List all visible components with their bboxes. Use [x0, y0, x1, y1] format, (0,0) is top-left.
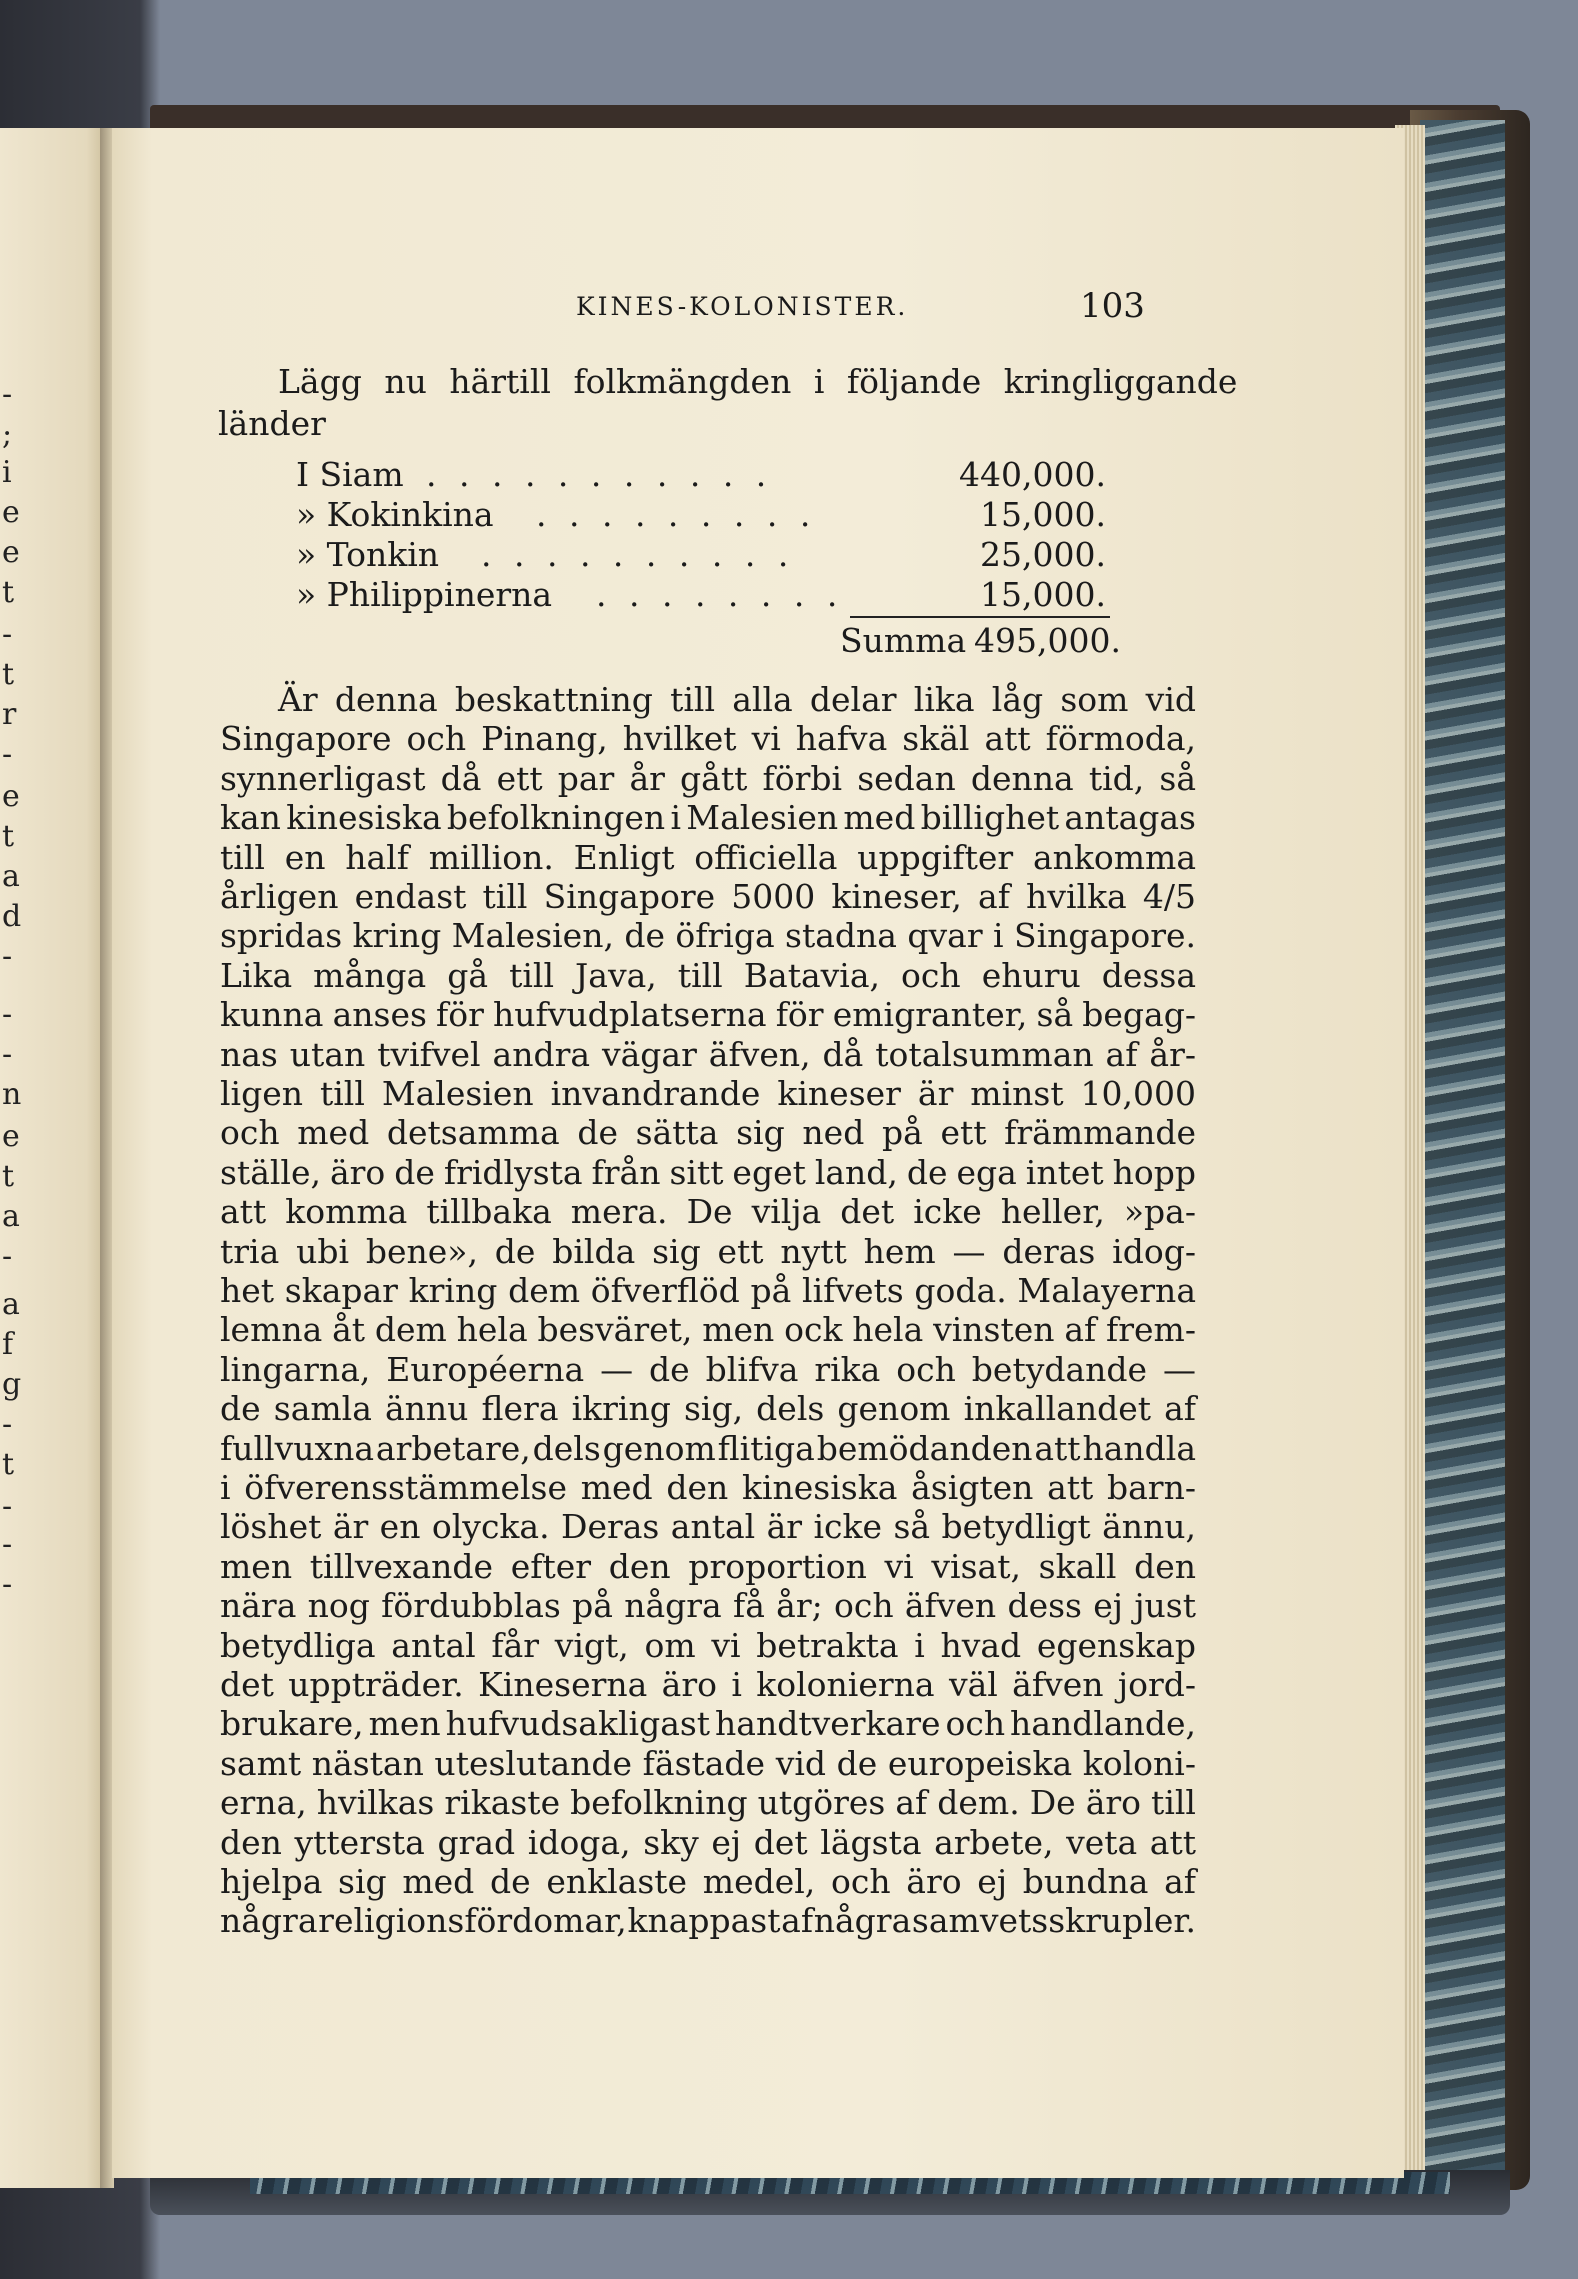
row-label: » Tonkin: [296, 535, 440, 574]
running-title: KINES-KOLONISTER.: [576, 292, 909, 321]
row-leader-dots: . . . . . . . . . .: [481, 535, 795, 574]
row-label: » Philippinerna: [296, 575, 553, 614]
sum-value: 495,000.: [974, 621, 1121, 660]
facing-page-char: -: [2, 939, 13, 974]
facing-page-char: -: [2, 617, 13, 652]
facing-page-char: -: [2, 1567, 13, 1602]
text-line: tria ubi bene», de bilda sig ett nytt hem — deras idog-: [220, 1231, 1196, 1271]
row-value: 440,000.: [959, 455, 1106, 494]
row-leader-dots: . . . . . . . . .: [536, 495, 817, 534]
facing-page-char: -: [2, 1407, 13, 1442]
text-line: lingarna, Européerna — de blifva rika och betydande —: [220, 1349, 1196, 1389]
facing-page-char: -: [2, 1527, 13, 1562]
facing-page-char: e: [2, 495, 20, 530]
facing-page-char: -: [2, 997, 13, 1032]
facing-page-char: e: [2, 779, 20, 814]
row-label: I Siam: [296, 455, 404, 494]
table-row: [296, 535, 1106, 575]
text-line: fullvuxna arbetare, dels genom flitiga bemödanden att handla: [220, 1428, 1196, 1468]
text-line: kunna anses för hufvudplatserna för emigranter, så begag-: [220, 995, 1196, 1035]
table-row: [296, 495, 1106, 535]
row-value: 25,000.: [980, 535, 1106, 574]
facing-page-char: t: [2, 1159, 15, 1194]
text-line: nära nog fördubblas på några få år; och äfven dess ej just: [220, 1586, 1196, 1626]
text-line: hjelpa sig med de enklaste medel, och äro ej bundna af: [220, 1862, 1196, 1901]
facing-page-margin-text: [0, 0, 20, 2279]
facing-page-char: -: [2, 1037, 13, 1072]
text-line: och med detsamma de sätta sig ned på ett främmande: [220, 1113, 1196, 1153]
facing-page-char: i: [2, 455, 12, 490]
facing-page-char: a: [2, 859, 20, 894]
facing-page-char: ;: [2, 417, 13, 452]
page-number: 103: [1080, 286, 1145, 326]
text-line: Är denna beskattning till alla delar lika låg som vid: [278, 680, 1196, 719]
text-line: den yttersta grad idoga, sky ej det lägsta arbete, veta att: [220, 1822, 1196, 1862]
row-value: 15,000.: [980, 495, 1106, 534]
text-line: löshet är en olycka. Deras antal är icke så betydligt ännu,: [220, 1507, 1196, 1547]
row-label: » Kokinkina: [296, 495, 494, 534]
facing-page-char: r: [2, 697, 17, 732]
text-line: ställe, äro de fridlysta från sitt eget land, de ega intet hopp: [220, 1152, 1196, 1192]
sum-rule: [850, 616, 1110, 618]
facing-page-char: a: [2, 1287, 20, 1322]
facing-page-char: t: [2, 657, 15, 692]
facing-page-char: d: [2, 899, 22, 934]
text-line: ligen till Malesien invandrande kineser är minst 10,000: [220, 1074, 1196, 1113]
facing-page-char: f: [2, 1327, 14, 1362]
text-line: Singapore och Pinang, hvilket vi hafva skäl att förmoda,: [220, 719, 1196, 759]
intro-line: länder: [218, 404, 326, 443]
facing-page-char: a: [2, 1199, 20, 1234]
facing-page-char: n: [2, 1077, 22, 1112]
marbled-cover-edge: [1420, 120, 1505, 2180]
facing-page-char: -: [2, 737, 13, 772]
text-line: spridas kring Malesien, de öfriga stadna qvar i Singapore.: [220, 916, 1196, 956]
text-line: kan kinesiska befolkningen i Malesien med billighet antagas: [220, 798, 1196, 838]
text-line: samt nästan uteslutande fästade vid de europeiska koloni-: [220, 1743, 1196, 1783]
facing-page-char: t: [2, 819, 15, 854]
facing-page-char: e: [2, 1119, 20, 1154]
row-leader-dots: . . . . . . . . . . .: [426, 455, 773, 494]
facing-page-char: -: [2, 1239, 13, 1274]
facing-page-char: e: [2, 535, 20, 570]
row-leader-dots: . . . . . . . .: [596, 575, 844, 614]
facing-page-char: g: [2, 1367, 22, 1402]
text-line: betydliga antal får vigt, om vi betrakta i hvad egenskap: [220, 1625, 1196, 1665]
table-row: [296, 455, 1106, 495]
text-line: till en half million. Enligt officiella uppgifter ankomma: [220, 837, 1196, 877]
text-line: synnerligast då ett par år gått förbi sedan denna tid, så: [220, 758, 1196, 798]
facing-page-char: -: [2, 377, 13, 412]
row-value: 15,000.: [980, 575, 1106, 614]
intro-line: Lägg nu härtill folkmängden i följande kringliggande: [278, 362, 1238, 401]
text-line: het skapar kring dem öfverflöd på lifvets goda. Malayerna: [220, 1271, 1196, 1310]
facing-page-char: t: [2, 575, 15, 610]
text-line: erna, hvilkas rikaste befolkning utgöres af dem. De äro till: [220, 1783, 1196, 1823]
text-line: det uppträder. Kineserna äro i kolonierna väl äfven jord-: [220, 1665, 1196, 1704]
text-line: nas utan tvifvel andra vägar äfven, då totalsumman af år-: [220, 1034, 1196, 1074]
text-line: brukare, men hufvudsakligast handtverkare och handlande,: [220, 1704, 1196, 1744]
text-line: men tillvexande efter den proportion vi visat, skall den: [220, 1546, 1196, 1586]
text-line: att komma tillbaka mera. De vilja det icke heller, »pa-: [220, 1192, 1196, 1232]
text-line: Lika många gå till Java, till Batavia, och ehuru dessa: [220, 955, 1196, 995]
table-row: [296, 575, 1106, 615]
text-line: i öfverensstämmelse med den kinesiska åsigten att barn-: [220, 1468, 1196, 1507]
text-line: de samla ännu flera ikring sig, dels genom inkallandet af: [220, 1389, 1196, 1429]
text-line: några religionsfördomar, knappast af några samvetsskrupler.: [220, 1901, 1196, 1941]
facing-page-char: t: [2, 1447, 15, 1482]
sum-label: Summa: [840, 621, 967, 660]
text-line: lemna åt dem hela besväret, men ock hela vinsten af frem-: [220, 1310, 1196, 1350]
facing-page-char: -: [2, 1489, 13, 1524]
text-line: årligen endast till Singapore 5000 kineser, af hvilka 4/5: [220, 877, 1196, 916]
